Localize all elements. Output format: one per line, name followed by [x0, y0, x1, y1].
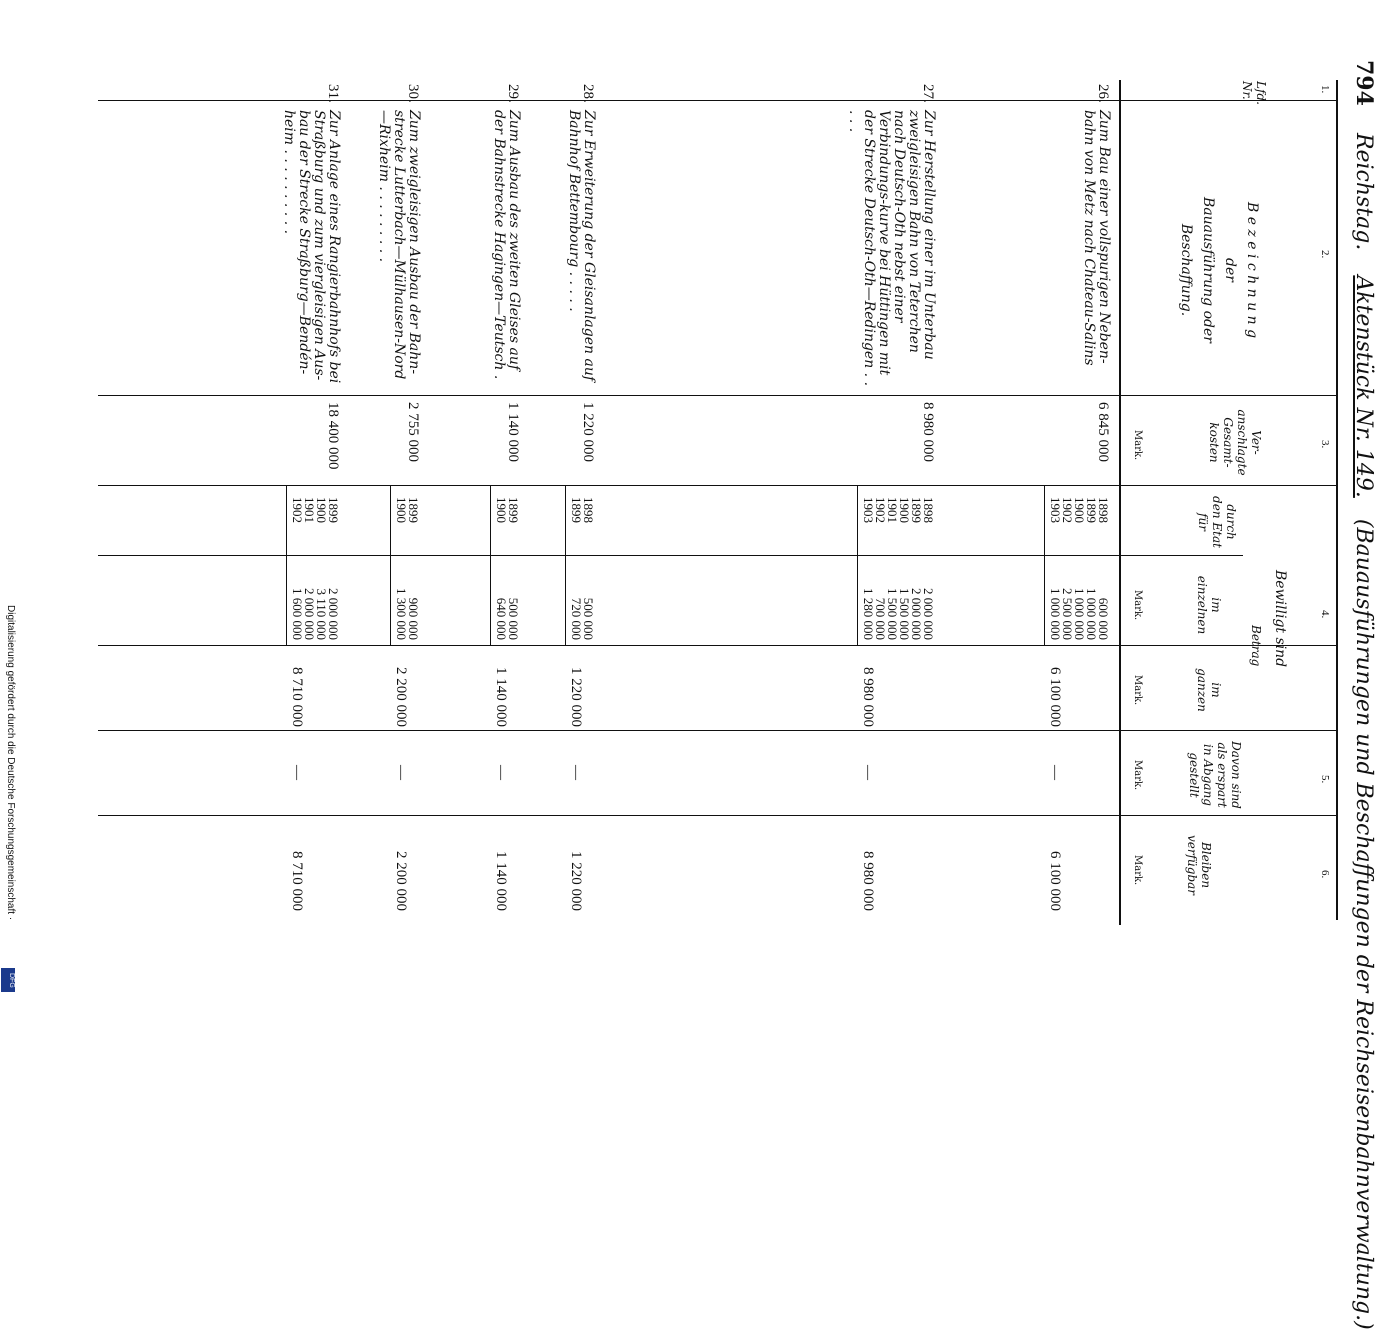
row-amount: 2 000 000 — [921, 588, 936, 640]
col6-unit: Mark. — [1132, 855, 1143, 886]
row-year: 1902 — [1060, 497, 1075, 523]
row-separator — [565, 485, 566, 645]
row-number: 27. — [920, 84, 936, 103]
row-year: 1902 — [290, 497, 305, 523]
row-total: 2 200 000 — [393, 667, 409, 727]
row-number: 30. — [405, 84, 421, 103]
row-year: 1903 — [1048, 497, 1063, 523]
col-divider-6 — [98, 730, 1338, 731]
row-amount: 1 000 000 — [1048, 588, 1063, 640]
row-year: 1902 — [873, 497, 888, 523]
row-number: 29. — [505, 84, 521, 103]
col4-sub-d-unit: Mark. — [1132, 675, 1143, 706]
row-separator — [857, 485, 858, 645]
col4-sub-a: durch den Etat für — [1196, 496, 1238, 548]
col-number-2: 2. — [1319, 250, 1331, 259]
row-remaining: 1 220 000 — [568, 851, 584, 911]
row-cost: 1 220 000 — [580, 402, 596, 462]
header-bottom-rule — [1119, 80, 1121, 925]
row-remaining: 6 100 000 — [1047, 851, 1063, 911]
col4-label: Bewilligt sind — [1272, 570, 1288, 668]
row-year: 1903 — [861, 497, 876, 523]
row-saved: — — [1047, 765, 1063, 780]
row-year: 1898 — [581, 497, 596, 523]
row-cost: 2 755 000 — [405, 402, 421, 462]
header-subtitle: (Bauausführungen und Beschaffungen der Reichseisenbahnverwaltung.) — [1351, 518, 1376, 1330]
col4-sub-c: im einzelnen — [1195, 575, 1223, 635]
row-total: 1 140 000 — [493, 667, 509, 727]
row-year: 1900 — [897, 497, 912, 523]
row-description: Zur Herstellung einer im Unterbau zweigleisigen Bahn von Teterchen nach Deutsch-Oth nebst einer Verbindungs-kurve bei Hüttingen mit der Strecke Deutsch-Oth—Redingen . . . . . — [846, 110, 937, 387]
col1-label — [1240, 81, 1268, 105]
row-description: Zum zweigleisigen Ausbau der Bahn-strecke Lutterbach—Mülhausen-Nord—Rixheim . . . . . . . . . — [376, 110, 422, 380]
row-remaining: 8 980 000 — [860, 851, 876, 911]
row-amount: 2 500 000 — [1060, 588, 1075, 640]
row-description: Zur Erweiterung der Gleisanlagen auf Bahnhof Bettembourg . . . . . — [566, 110, 597, 382]
col-divider-7 — [98, 815, 1338, 816]
col4-sub-c-unit: Mark. — [1132, 590, 1143, 621]
col4-sub-d: im ganzen — [1195, 668, 1223, 712]
row-year: 1899 — [1084, 497, 1099, 523]
row-number: 28. — [580, 84, 596, 103]
col2-label-c: Bauausführung oder Beschaffung. — [1178, 197, 1216, 343]
col-number-4: 4. — [1319, 610, 1331, 619]
row-remaining: 1 140 000 — [493, 851, 509, 911]
header-prefix: Reichstag. — [1351, 132, 1376, 251]
row-total: 6 100 000 — [1047, 667, 1063, 727]
row-year: 1899 — [909, 497, 924, 523]
row-total: 1 220 000 — [568, 667, 584, 727]
col-divider-1 — [98, 100, 1338, 101]
row-total: 8 710 000 — [289, 667, 305, 727]
row-year: 1899 — [569, 497, 584, 523]
row-amount: 1 500 000 — [885, 588, 900, 640]
row-description: Zur Anlage eines Rangierbahnhofs bei Straßburg und zum viergleisigen Aus-bau der Strecke Straßburg—Bendén-heim . . . . . . . . . . — [281, 110, 342, 384]
row-amount: 3 110 000 — [314, 588, 329, 640]
row-amount: 1 500 000 — [897, 588, 912, 640]
col1-label-b: Nr. — [1240, 81, 1254, 100]
col1-label-a: Lfd. — [1254, 81, 1268, 105]
row-number: 31. — [325, 84, 341, 103]
col-divider-5 — [98, 645, 1338, 646]
row-year: 1898 — [921, 497, 936, 523]
row-cost: 18 400 000 — [325, 402, 341, 470]
row-description: Zum Bau einer vollspurigen Neben-bahn von Metz nach Chateau-Salins — [1081, 110, 1112, 366]
row-separator — [286, 485, 287, 645]
row-year: 1900 — [314, 497, 329, 523]
row-cost: 6 845 000 — [1095, 402, 1111, 462]
col2-label-a: B e z e i c h n u n g — [1244, 201, 1260, 339]
col-divider-4 — [98, 555, 1243, 556]
row-saved: — — [393, 765, 409, 780]
row-amount: 2 000 000 — [302, 588, 317, 640]
row-year: 1900 — [394, 497, 409, 523]
row-separator — [390, 485, 391, 645]
col-number-3: 3. — [1319, 440, 1331, 449]
col-number-6: 6. — [1319, 870, 1331, 879]
col3-label: Ver-anschlagte Gesamt-kosten — [1207, 409, 1263, 476]
header-title: Aktenstück Nr. 149. — [1351, 275, 1376, 498]
row-year: 1901 — [885, 497, 900, 523]
col-divider-2 — [98, 395, 1338, 396]
row-year: 1899 — [406, 497, 421, 523]
col5-unit: Mark. — [1132, 760, 1143, 791]
page-header — [1337, 60, 1377, 1330]
row-amount: 700 000 — [873, 597, 888, 640]
row-amount: 1 300 000 — [394, 588, 409, 640]
row-amount: 500 000 — [506, 597, 521, 640]
page-number: 794 — [1351, 60, 1377, 106]
dfg-logo: DFG — [1, 968, 15, 992]
col4-sub-b: Betrag — [1249, 625, 1263, 667]
row-amount: 720 000 — [569, 597, 584, 640]
row-remaining: 8 710 000 — [289, 851, 305, 911]
table-top-rule — [1336, 80, 1338, 920]
row-saved: — — [568, 765, 584, 780]
col6-label: Bleiben verfügbar — [1185, 834, 1213, 896]
row-year: 1901 — [302, 497, 317, 523]
col-number-1: 1. — [1319, 85, 1331, 94]
col-divider-3 — [98, 485, 1338, 486]
row-description: Zum Ausbau des zweiten Gleises auf der Bahnstrecke Hagingen—Teutsch . — [491, 110, 522, 380]
col2-label — [1175, 150, 1263, 390]
row-saved: — — [289, 765, 305, 780]
row-separator — [1044, 485, 1045, 645]
row-year: 1900 — [494, 497, 509, 523]
row-number: 26. — [1095, 84, 1111, 103]
row-amount: 1 000 000 — [1072, 588, 1087, 640]
row-separator — [490, 485, 491, 645]
row-amount: 2 000 000 — [326, 588, 341, 640]
row-amount: 600 000 — [1096, 597, 1111, 640]
row-year: 1898 — [1096, 497, 1111, 523]
row-amount: 2 000 000 — [909, 588, 924, 640]
col5-label: Davon sind als erspart in Abgang gestellt — [1187, 741, 1243, 809]
row-amount: 640 000 — [494, 597, 509, 640]
row-year: 1899 — [506, 497, 521, 523]
digitization-credit-text: Digitalisierung gefördert durch die Deutsche Forschungsgemeinschaft · — [5, 605, 16, 921]
row-total: 8 980 000 — [860, 667, 876, 727]
row-year: 1899 — [326, 497, 341, 523]
row-remaining: 2 200 000 — [393, 851, 409, 911]
row-year: 1900 — [1072, 497, 1087, 523]
row-amount: 900 000 — [406, 597, 421, 640]
row-cost: 1 140 000 — [505, 402, 521, 462]
row-cost: 8 980 000 — [920, 402, 936, 462]
row-amount: 1 000 000 — [1084, 588, 1099, 640]
row-amount: 1 280 000 — [861, 588, 876, 640]
col3-unit: Mark. — [1132, 430, 1143, 461]
row-saved: — — [493, 765, 509, 780]
row-amount: 500 000 — [581, 597, 596, 640]
col-number-5: 5. — [1319, 775, 1331, 784]
row-amount: 1 600 000 — [290, 588, 305, 640]
row-saved: — — [860, 765, 876, 780]
col2-label-b: der — [1222, 258, 1238, 282]
